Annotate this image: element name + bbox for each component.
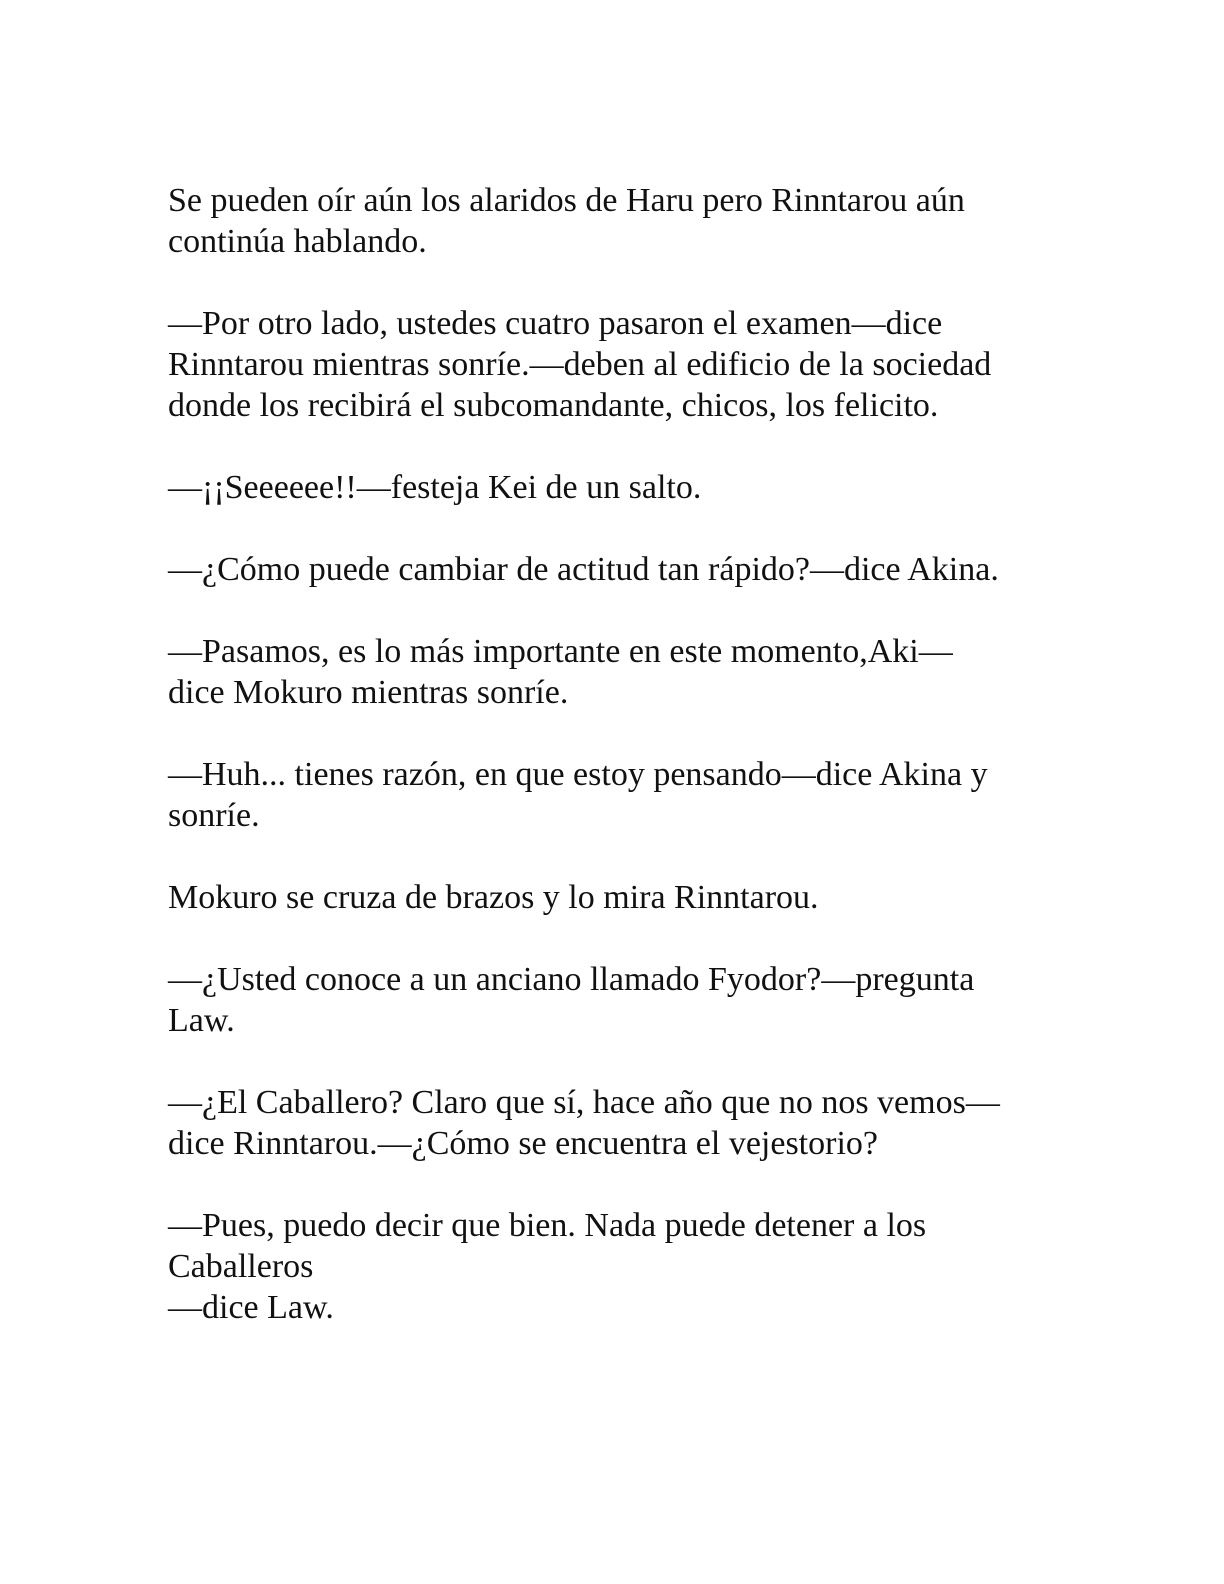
text-line: —¿El Caballero? Claro que sí, hace año que no nos vemos— xyxy=(168,1084,1000,1121)
text-line: donde los recibirá el subcomandante, chicos, los felicito. xyxy=(168,387,939,424)
text-line: —¿Cómo puede cambiar de actitud tan rápido?—dice Akina. xyxy=(168,551,999,588)
text-line: —Por otro lado, ustedes cuatro pasaron el examen—dice xyxy=(168,305,943,342)
text-line: —Huh... tienes razón, en que estoy pensando—dice Akina y xyxy=(168,756,988,793)
paragraph xyxy=(168,1082,1068,1164)
paragraph xyxy=(168,180,1068,262)
text-line: Rinntarou mientras sonríe.—deben al edificio de la sociedad xyxy=(168,346,992,383)
paragraph xyxy=(168,1205,1068,1328)
paragraph xyxy=(168,631,1068,713)
text-line: —dice Law. xyxy=(168,1289,334,1326)
paragraph xyxy=(168,877,1068,918)
paragraph xyxy=(168,467,1068,508)
text-line: dice Rinntarou.—¿Cómo se encuentra el vejestorio? xyxy=(168,1125,878,1162)
text-line: dice Mokuro mientras sonríe. xyxy=(168,674,569,711)
text-line: sonríe. xyxy=(168,797,260,834)
text-line: Mokuro se cruza de brazos y lo mira Rinntarou. xyxy=(168,879,819,916)
paragraph xyxy=(168,754,1068,836)
text-line: Law. xyxy=(168,1002,235,1039)
text-line: —Pasamos, es lo más importante en este momento,Aki— xyxy=(168,633,953,670)
paragraph xyxy=(168,303,1068,426)
paragraph xyxy=(168,959,1068,1041)
paragraph xyxy=(168,549,1068,590)
document-body xyxy=(168,180,1068,1369)
text-line: Caballeros xyxy=(168,1248,314,1285)
text-line: —¿Usted conoce a un anciano llamado Fyodor?—pregunta xyxy=(168,961,975,998)
text-line: —¡¡Seeeeee!!—festeja Kei de un salto. xyxy=(168,469,702,506)
text-line: —Pues, puedo decir que bien. Nada puede detener a los xyxy=(168,1207,927,1244)
text-line: continúa hablando. xyxy=(168,223,427,260)
text-line: Se pueden oír aún los alaridos de Haru pero Rinntarou aún xyxy=(168,182,965,219)
